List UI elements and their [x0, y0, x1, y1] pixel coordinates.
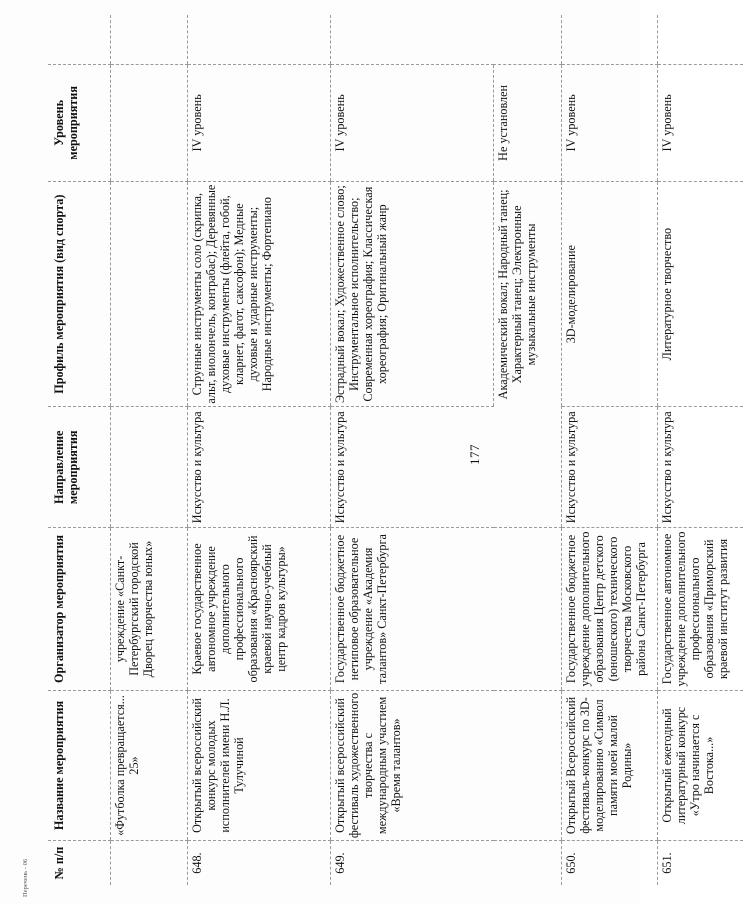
table-row: [111, 15, 188, 885]
cell-direction: Искусство и культура: [658, 407, 743, 528]
cell-name: Открытый всероссийский фестиваль художественного творчества с международным участием «Время талантов»: [331, 690, 562, 840]
table-row: [658, 15, 743, 885]
cell-num: [111, 841, 188, 885]
cell-direction: Искусство и культура: [331, 407, 562, 528]
cell-organizer: Государственное автономное учреждение дополнительного профессионального образования «Приморский краевой институт развития: [658, 528, 743, 691]
cell-level: [111, 64, 188, 181]
cell-name: Открытый ежегодный литературный конкурс «Утро начинается с Востока...»: [658, 690, 743, 840]
cell-profile: [111, 181, 188, 407]
cell-num: 649.: [331, 841, 562, 885]
header-blank: [48, 15, 111, 64]
table-row: [188, 15, 331, 885]
cell-blank: [111, 15, 188, 64]
cell-blank: [331, 15, 562, 64]
cell-num: 648.: [188, 841, 331, 885]
events-table: [48, 15, 743, 885]
table-row: [331, 15, 494, 885]
cell-organizer: учреждение «Санкт-Петербургский городской Дворец творчества юных»: [111, 528, 188, 691]
cell-level: IV уровень: [188, 64, 331, 181]
header-name: Название мероприятия: [48, 690, 111, 840]
cell-num: 650.: [562, 841, 658, 885]
header-direction: Направление мероприятия: [48, 407, 111, 528]
cell-profile: Литературное творчество: [658, 181, 743, 407]
header-profile: Профиль мероприятия (вид спорта): [48, 181, 111, 407]
cell-direction: Искусство и культура: [188, 407, 331, 528]
cell-blank: [562, 15, 658, 64]
footer-note: Перечень - 06: [22, 858, 29, 897]
cell-level: IV уровень: [331, 64, 494, 181]
cell-blank: [658, 15, 743, 64]
cell-organizer: Краевое государственное автономное учреждение дополнительного профессионального образования «Красноярский краевой научно-учебный центр кадров культуры»: [188, 528, 331, 691]
cell-name: Открытый Всероссийский фестиваль-конкурс по 3D-моделированию «Символ памяти моей малой Родины»: [562, 690, 658, 840]
cell-profile: Академический вокал; Народный танец; Характерный танец; Электронные музыкальные инструменты: [494, 181, 562, 407]
cell-direction: [111, 407, 188, 528]
cell-profile: Эстрадный вокал; Художественное слово; Инструментальное исполнительство; Современная хореография; Классическая хореография; Оригинальный жанр: [331, 181, 494, 407]
page-number: 177: [467, 444, 482, 465]
table-header-row: [48, 15, 111, 885]
cell-level: IV уровень: [562, 64, 658, 181]
cell-organizer: Государственное бюджетное учреждение дополнительного образования Центр детского (юношеского) технического творчества Московского района Санкт-Петербурга: [562, 528, 658, 691]
cell-num: 651.: [658, 841, 743, 885]
cell-blank: [188, 15, 331, 64]
cell-level: IV уровень: [658, 64, 743, 181]
cell-name: Открытый всероссийский конкурс молодых исполнителей имени Н.Л. Тулучиной: [188, 690, 331, 840]
cell-profile: Струнные инструменты соло (скрипка, альт, виолончель, контрабас); Деревянные духовые инструменты (флейта, гобой, кларнет, фагот, саксофон); Медные духовые и ударные инструменты; Народные инструменты; Фортепиано: [188, 181, 331, 407]
header-organizer: Организатор мероприятия: [48, 528, 111, 691]
header-num: № п/п: [52, 846, 66, 880]
cell-level: Не установлен: [494, 64, 562, 181]
header-level: Уровень мероприятия: [48, 64, 111, 181]
cell-name: «Футболка превращается... 25»: [111, 690, 188, 840]
cell-direction: Искусство и культура: [562, 407, 658, 528]
cell-profile: 3D-моделирование: [562, 181, 658, 407]
cell-organizer: Государственное бюджетное нетиповое образовательное учреждение «Академия талантов» Санкт-Петербурга: [331, 528, 562, 691]
table-row: [562, 15, 658, 885]
